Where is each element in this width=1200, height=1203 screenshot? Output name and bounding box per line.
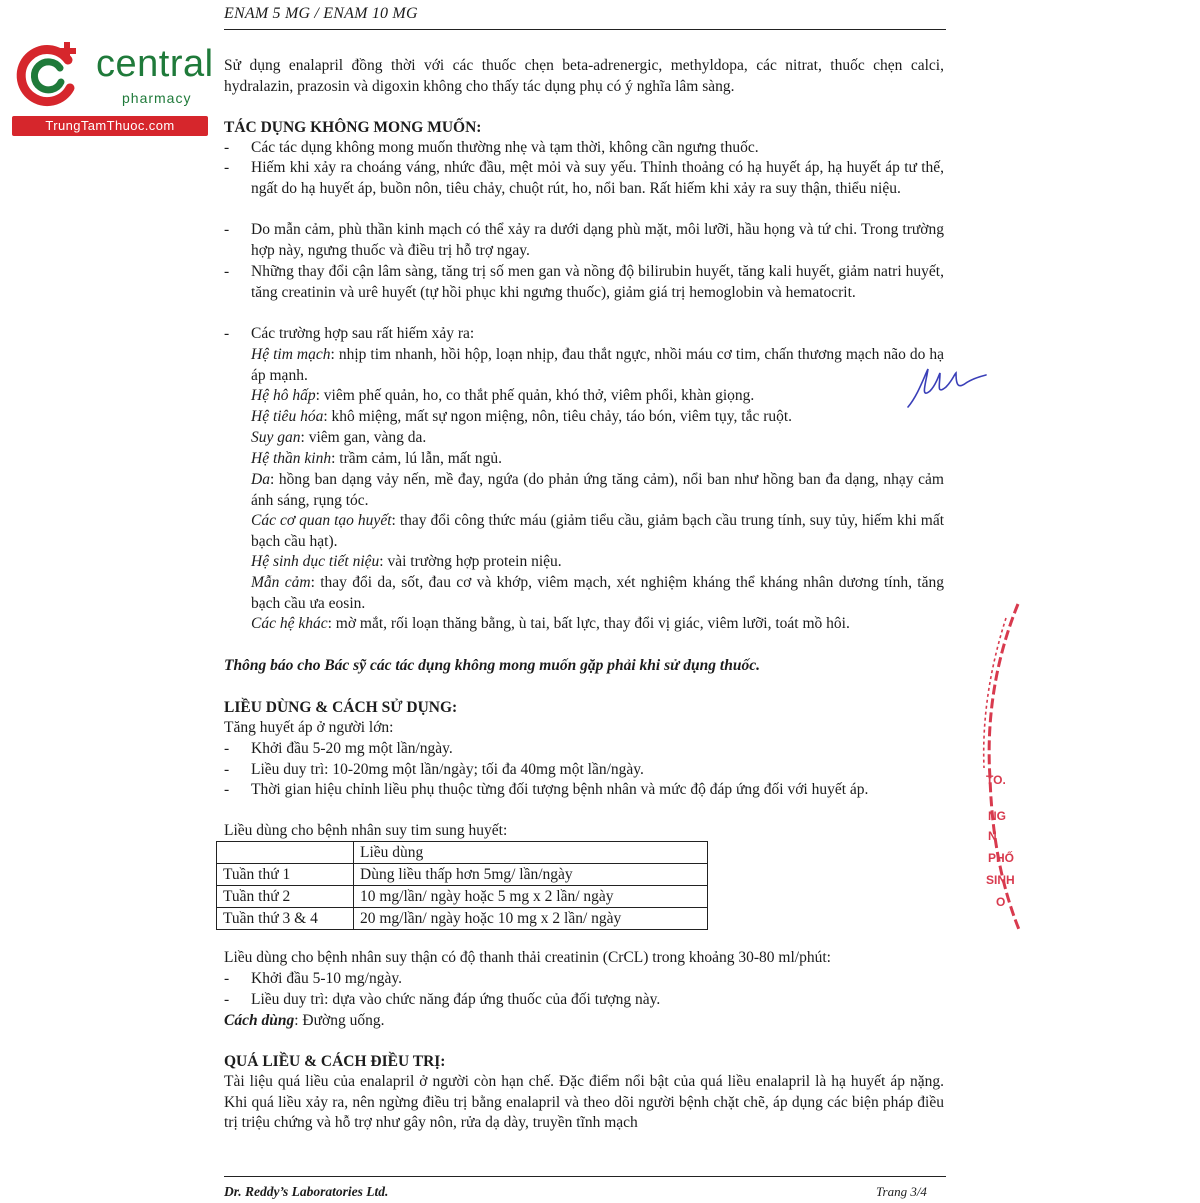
bullet-dash: -: [224, 139, 230, 156]
stamp-text-fragment: O: [996, 895, 1006, 909]
system-text: : khô miệng, mất sự ngon miệng, nôn, tiêu chảy, táo bón, viêm tụy, tắc ruột.: [323, 408, 793, 425]
table-header-row: [217, 842, 708, 864]
system-text: : viêm gan, vàng da.: [300, 429, 427, 446]
dosage-heading: LIỀU DÙNG & CÁCH SỬ DỤNG:: [224, 699, 458, 716]
system-text: : thay đổi da, sốt, đau cơ và khớp, viêm mạch, xét nghiệm kháng thể kháng nhân dương tính, tăng bạch cầu ưa eosin.: [251, 574, 944, 612]
heart-failure-intro: Liều dùng cho bệnh nhân suy tim sung huyết:: [224, 822, 508, 839]
list-item: [224, 158, 944, 199]
list-item-text: Các tác dụng không mong muốn thường nhẹ và tạm thời, không cần ngưng thuốc.: [251, 139, 759, 156]
table-cell: Tuần thứ 1: [217, 864, 354, 886]
central-pharmacy-logo: [10, 36, 214, 136]
system-label: Hệ tim mạch: [251, 346, 331, 363]
table-cell: 20 mg/lần/ ngày hoặc 10 mg x 2 lần/ ngày: [354, 908, 708, 930]
list-item: [224, 262, 944, 303]
logo-brand-text: central: [96, 43, 214, 85]
stamp-text-fragment: TO.: [986, 773, 1006, 787]
list-item-text: Thời gian hiệu chỉnh liều phụ thuộc từng đối tượng bệnh nhân và mức độ đáp ứng đối với huyết áp.: [251, 781, 869, 798]
system-label: Mẫn cảm: [251, 574, 311, 591]
pharmacy-logo-icon: [10, 36, 86, 112]
list-item: [224, 969, 944, 990]
heart-failure-dosage-table: [216, 841, 708, 930]
system-effect-other: [251, 614, 944, 635]
table-header-cell: Liều dùng: [354, 842, 708, 864]
bullet-dash: -: [224, 991, 230, 1008]
overdose-paragraph: Tài liệu quá liều của enalapril ở người còn hạn chế. Đặc điểm nổi bật của quá liều enalapril là hạ huyết áp nặng. Khi quá liều xảy ra, nên ngừng điều trị bằng enalapril và theo dõi người bệnh chặt chẽ, áp dụng các biện pháp điều trị triệu chứng và hỗ trợ như gây nôn, rửa dạ dày, truyền tĩnh mạch: [224, 1073, 944, 1132]
system-label: Hệ hô hấp: [251, 387, 316, 404]
table-row: [217, 886, 708, 908]
bullet-dash: -: [224, 325, 230, 342]
list-item: [224, 138, 944, 159]
system-label: Suy gan: [251, 429, 301, 446]
list-item: [224, 220, 944, 261]
list-item-text: Khởi đầu 5-10 mg/ngày.: [251, 970, 402, 987]
footer-divider: [224, 1176, 946, 1177]
system-text: : viêm phế quản, ho, co thắt phế quản, khó thở, viêm phổi, khàn giọng.: [315, 387, 755, 404]
bullet-dash: -: [224, 970, 230, 987]
renal-dosage-intro: Liều dùng cho bệnh nhân suy thận có độ thanh thải creatinin (CrCL) trong khoảng 30-80 ml/phút:: [224, 949, 831, 966]
stamp-text-fragment: SINH: [986, 873, 1015, 887]
route-label: Cách dùng: [224, 1012, 295, 1029]
list-item: [224, 780, 944, 801]
system-label: Các hệ khác: [251, 615, 328, 632]
list-item-text: Những thay đổi cận lâm sàng, tăng trị số men gan và nồng độ bilirubin huyết, tăng kali huyết, giảm natri huyết, tăng creatinin và urê huyết (tự hồi phục khi ngưng thuốc), giảm giá trị hemoglobin và hematocrit.: [251, 263, 944, 301]
system-effect-hematopoietic: [251, 511, 944, 552]
system-label: Hệ sinh dục tiết niệu: [251, 553, 380, 570]
signature-scribble: [900, 355, 990, 415]
list-item-text: Các trường hợp sau rất hiếm xảy ra:: [251, 325, 475, 342]
system-effect-cardiovascular: [251, 345, 944, 386]
table-cell: 10 mg/lần/ ngày hoặc 5 mg x 2 lần/ ngày: [354, 886, 708, 908]
stamp-text-fragment: N: [988, 829, 997, 843]
system-effect-urogenital: [251, 552, 944, 573]
side-effects-notice: Thông báo cho Bác sỹ các tác dụng không mong muốn gặp phải khi sử dụng thuốc.: [224, 657, 760, 674]
stamp-text-fragment: NG: [988, 809, 1006, 823]
table-cell: Tuần thứ 2: [217, 886, 354, 908]
system-effect-liver: [251, 428, 944, 449]
list-item: [224, 739, 944, 760]
list-item-text: Do mẫn cảm, phù thần kinh mạch có thể xảy ra dưới dạng phù mặt, môi lưỡi, hầu họng và tứ chi. Trong trường hợp này, ngưng thuốc và điều trị hỗ trợ ngay.: [251, 221, 944, 259]
system-effect-nervous: [251, 449, 944, 470]
table-cell: Dùng liều thấp hơn 5mg/ lần/ngày: [354, 864, 708, 886]
bullet-dash: -: [224, 221, 230, 238]
system-effect-skin: [251, 470, 944, 511]
list-item: [224, 760, 944, 781]
list-item: [224, 990, 944, 1011]
list-item-text: Liều duy trì: dựa vào chức năng đáp ứng thuốc của đối tượng này.: [251, 991, 661, 1008]
bullet-dash: -: [224, 781, 230, 798]
list-item: [224, 324, 944, 345]
bullet-dash: -: [224, 761, 230, 778]
system-text: : thay đổi công thức máu (giảm tiểu cầu, giảm bạch cầu trung tính, suy tủy, hiếm khi mất bạch cầu hạt).: [251, 512, 945, 550]
document-header: ENAM 5 MG / ENAM 10 MG: [224, 4, 946, 30]
system-effect-digestive: [251, 407, 944, 428]
table-header-cell: [217, 842, 354, 864]
logo-subtitle-text: pharmacy: [122, 90, 192, 106]
system-text: : mờ mắt, rối loạn thăng bằng, ù tai, bất lực, thay đổi vị giác, viêm lưỡi, toát mồ hôi.: [327, 615, 850, 632]
bullet-dash: -: [224, 740, 230, 757]
system-text: : vài trường hợp protein niệu.: [379, 553, 562, 570]
list-item-text: Khởi đầu 5-20 mg một lần/ngày.: [251, 740, 453, 757]
system-label: Các cơ quan tạo huyết: [251, 512, 392, 529]
system-effect-hypersensitivity: [251, 573, 944, 614]
list-item-text: Hiếm khi xảy ra choáng váng, nhức đầu, mệt mỏi và suy yếu. Thỉnh thoảng có hạ huyết áp, hạ huyết áp tư thế, ngất do hạ huyết áp, buồn nôn, tiêu chảy, chuột rút, ho, nổi ban. Rất hiếm khi xảy ra suy thận, thiểu niệu.: [251, 159, 944, 197]
route-text: : Đường uống.: [294, 1012, 385, 1029]
bullet-dash: -: [224, 263, 230, 280]
footer-page-number: Trang 3/4: [876, 1184, 927, 1199]
system-text: : trầm cảm, lú lẫn, mất ngủ.: [331, 450, 502, 467]
footer-company: Dr. Reddy’s Laboratories Ltd.: [224, 1184, 389, 1199]
table-cell: Tuần thứ 3 & 4: [217, 908, 354, 930]
side-effects-heading: TÁC DỤNG KHÔNG MONG MUỐN:: [224, 119, 482, 136]
table-row: [217, 908, 708, 930]
interaction-paragraph: Sử dụng enalapril đồng thời với các thuốc chẹn beta-adrenergic, methyldopa, các nitrat, thuốc chẹn calci, hydralazin, prazosin và digoxin không cho thấy tác dụng phụ có ý nghĩa lâm sàng.: [224, 57, 944, 95]
table-row: [217, 864, 708, 886]
red-seal-stamp-icon: [966, 598, 1026, 938]
system-text: : hồng ban dạng vảy nến, mề đay, ngứa (do phản ứng tăng cảm), nổi ban như hồng ban đa dạng, nhạy cảm ánh sáng, rụng tóc.: [251, 471, 944, 509]
adult-hypertension-intro: Tăng huyết áp ở người lớn:: [224, 719, 394, 736]
route-of-administration: [224, 1011, 944, 1032]
logo-website-banner: TrungTamThuoc.com: [12, 116, 208, 136]
overdose-heading: QUÁ LIỀU & CÁCH ĐIỀU TRỊ:: [224, 1053, 446, 1070]
system-label: Hệ tiêu hóa: [251, 408, 324, 425]
bullet-dash: -: [224, 159, 230, 176]
system-effect-respiratory: [251, 386, 944, 407]
system-text: : nhịp tim nhanh, hồi hộp, loạn nhịp, đau thắt ngực, nhồi máu cơ tim, chấn thương mạch não do hạ áp mạnh.: [251, 346, 945, 384]
stamp-text-fragment: PHỐ: [988, 851, 1015, 865]
list-item-text: Liều duy trì: 10-20mg một lần/ngày; tối đa 40mg một lần/ngày.: [251, 761, 644, 778]
system-label: Hệ thần kinh: [251, 450, 332, 467]
system-label: Da: [251, 471, 270, 488]
